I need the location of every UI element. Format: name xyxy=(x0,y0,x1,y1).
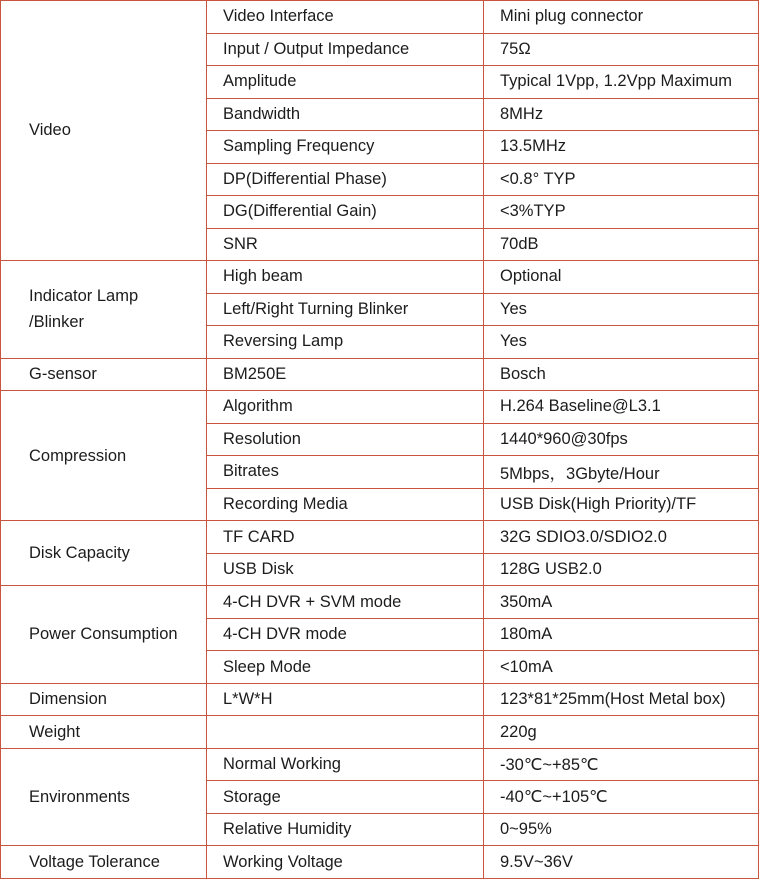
parameter-cell: Sampling Frequency xyxy=(207,131,484,164)
table-row xyxy=(1,846,759,879)
value-cell: 1440*960@30fps xyxy=(484,423,759,456)
parameter-cell: High beam xyxy=(207,261,484,294)
value-cell: 32G SDIO3.0/SDIO2.0 xyxy=(484,521,759,554)
parameter-cell: DP(Differential Phase) xyxy=(207,163,484,196)
parameter-cell: Left/Right Turning Blinker xyxy=(207,293,484,326)
parameter-cell: TF CARD xyxy=(207,521,484,554)
value-cell: 123*81*25mm(Host Metal box) xyxy=(484,683,759,716)
value-cell: Mini plug connector xyxy=(484,1,759,34)
category-line: Indicator Lamp xyxy=(29,287,139,305)
value-cell: USB Disk(High Priority)/TF xyxy=(484,488,759,521)
category-cell: Dimension xyxy=(1,683,207,716)
table-row xyxy=(1,586,759,619)
value-cell: Optional xyxy=(484,261,759,294)
value-cell: -30℃~+85℃ xyxy=(484,748,759,781)
value-cell: 350mA xyxy=(484,586,759,619)
category-cell: Weight xyxy=(1,716,207,749)
value-cell: 180mA xyxy=(484,618,759,651)
value-cell: Yes xyxy=(484,293,759,326)
value-cell: <0.8° TYP xyxy=(484,163,759,196)
parameter-cell: Reversing Lamp xyxy=(207,326,484,359)
value-cell: 8MHz xyxy=(484,98,759,131)
table-row xyxy=(1,261,759,294)
value-cell: <10mA xyxy=(484,651,759,684)
table-row xyxy=(1,748,759,781)
value-cell: 70dB xyxy=(484,228,759,261)
parameter-cell: USB Disk xyxy=(207,553,484,586)
parameter-cell: Recording Media xyxy=(207,488,484,521)
parameter-cell: SNR xyxy=(207,228,484,261)
category-cell: Disk Capacity xyxy=(1,521,207,586)
parameter-cell: Bitrates xyxy=(207,456,484,489)
value-cell: 220g xyxy=(484,716,759,749)
category-cell: Environments xyxy=(1,748,207,846)
value-cell: Typical 1Vpp, 1.2Vpp Maximum xyxy=(484,66,759,99)
table-row xyxy=(1,1,759,34)
category-cell: Video xyxy=(1,1,207,261)
category-cell: G-sensor xyxy=(1,358,207,391)
category-line: /Blinker xyxy=(29,313,85,332)
table-row xyxy=(1,358,759,391)
parameter-cell: Storage xyxy=(207,781,484,814)
parameter-cell: Input / Output Impedance xyxy=(207,33,484,66)
parameter-cell: Amplitude xyxy=(207,66,484,99)
value-cell: 75Ω xyxy=(484,33,759,66)
table-row xyxy=(1,716,759,749)
table-row xyxy=(1,521,759,554)
category-cell: Compression xyxy=(1,391,207,521)
parameter-cell: BM250E xyxy=(207,358,484,391)
parameter-cell: Normal Working xyxy=(207,748,484,781)
parameter-cell: Video Interface xyxy=(207,1,484,34)
category-cell: Power Consumption xyxy=(1,586,207,684)
parameter-cell: L*W*H xyxy=(207,683,484,716)
value-cell: 0~95% xyxy=(484,813,759,846)
parameter-cell: Algorithm xyxy=(207,391,484,424)
parameter-cell: 4-CH DVR + SVM mode xyxy=(207,586,484,619)
parameter-cell: Sleep Mode xyxy=(207,651,484,684)
table-row xyxy=(1,391,759,424)
parameter-cell: Relative Humidity xyxy=(207,813,484,846)
value-cell: 13.5MHz xyxy=(484,131,759,164)
parameter-cell: Working Voltage xyxy=(207,846,484,879)
parameter-cell: 4-CH DVR mode xyxy=(207,618,484,651)
value-cell: 128G USB2.0 xyxy=(484,553,759,586)
category-cell: Voltage Tolerance xyxy=(1,846,207,879)
value-cell: <3%TYP xyxy=(484,196,759,229)
value-cell: -40℃~+105℃ xyxy=(484,781,759,814)
value-cell: 9.5V~36V xyxy=(484,846,759,879)
value-cell: 5Mbps，3Gbyte/Hour xyxy=(484,456,759,489)
value-cell: Bosch xyxy=(484,358,759,391)
parameter-cell: DG(Differential Gain) xyxy=(207,196,484,229)
parameter-cell: Resolution xyxy=(207,423,484,456)
spec-table-body xyxy=(1,1,759,879)
category-cell xyxy=(1,261,207,359)
table-row xyxy=(1,683,759,716)
parameter-cell xyxy=(207,716,484,749)
value-cell: Yes xyxy=(484,326,759,359)
value-cell: H.264 Baseline@L3.1 xyxy=(484,391,759,424)
parameter-cell: Bandwidth xyxy=(207,98,484,131)
